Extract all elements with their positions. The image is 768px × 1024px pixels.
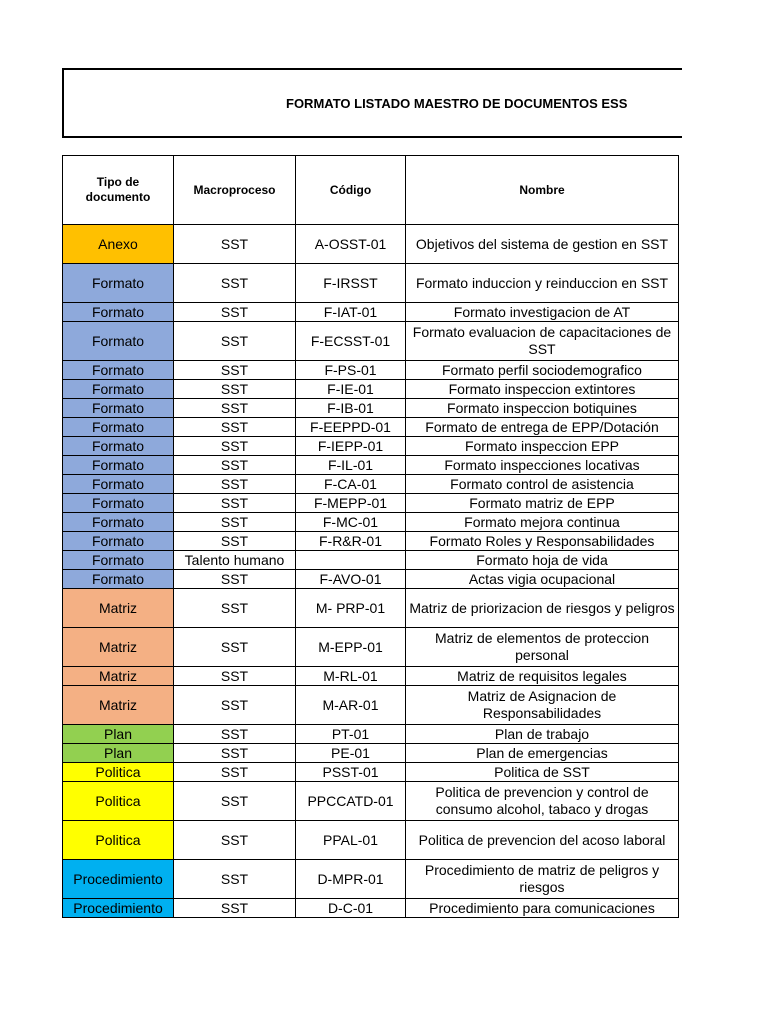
cell-nombre: Matriz de Asignacion de Responsabilidades [406,686,679,725]
cell-nombre: Politica de prevencion y control de consumo alcohol, tabaco y drogas [406,782,679,821]
cell-nombre: Formato hoja de vida [406,551,679,570]
table-row [63,494,679,513]
cell-macroproceso: SST [174,782,296,821]
table-row [63,322,679,361]
table-row [63,899,679,918]
table-header-row [63,156,679,225]
table-row [63,475,679,494]
cell-macroproceso: SST [174,763,296,782]
cell-codigo: M-AR-01 [296,686,406,725]
cell-nombre: Politica de SST [406,763,679,782]
cell-tipo: Anexo [63,225,174,264]
cell-codigo: F-IE-01 [296,380,406,399]
cell-macroproceso: SST [174,725,296,744]
cell-tipo: Formato [63,418,174,437]
cell-codigo: F-IEPP-01 [296,437,406,456]
cell-nombre: Politica de prevencion del acoso laboral [406,821,679,860]
header-codigo: Código [296,156,406,225]
cell-macroproceso: SST [174,437,296,456]
table-row [63,782,679,821]
table-row [63,763,679,782]
cell-codigo: A-OSST-01 [296,225,406,264]
cell-tipo: Formato [63,399,174,418]
cell-tipo: Formato [63,513,174,532]
cell-nombre: Formato inspeccion EPP [406,437,679,456]
cell-tipo: Politica [63,763,174,782]
cell-codigo: F-ECSST-01 [296,322,406,361]
cell-tipo: Procedimiento [63,899,174,918]
cell-nombre: Formato control de asistencia [406,475,679,494]
cell-macroproceso: SST [174,456,296,475]
cell-macroproceso: SST [174,860,296,899]
table-row [63,264,679,303]
cell-nombre: Formato induccion y reinduccion en SST [406,264,679,303]
cell-tipo: Matriz [63,686,174,725]
cell-tipo: Matriz [63,589,174,628]
cell-macroproceso: SST [174,399,296,418]
cell-macroproceso: SST [174,225,296,264]
cell-nombre: Formato Roles y Responsabilidades [406,532,679,551]
cell-macroproceso: SST [174,361,296,380]
cell-tipo: Matriz [63,667,174,686]
cell-codigo: F-MC-01 [296,513,406,532]
cell-macroproceso: SST [174,380,296,399]
table-row [63,628,679,667]
table-row [63,744,679,763]
cell-macroproceso: SST [174,494,296,513]
cell-macroproceso: SST [174,899,296,918]
cell-macroproceso: SST [174,303,296,322]
table-row [63,303,679,322]
cell-macroproceso: SST [174,744,296,763]
table-row [63,437,679,456]
cell-codigo: M-RL-01 [296,667,406,686]
cell-tipo: Formato [63,437,174,456]
cell-codigo: D-MPR-01 [296,860,406,899]
cell-macroproceso: SST [174,628,296,667]
cell-macroproceso: SST [174,475,296,494]
cell-macroproceso: SST [174,589,296,628]
header-macroproceso: Macroproceso [174,156,296,225]
cell-macroproceso: SST [174,686,296,725]
table-row [63,399,679,418]
cell-codigo: F-AVO-01 [296,570,406,589]
cell-tipo: Politica [63,821,174,860]
table-row [63,821,679,860]
cell-tipo: Formato [63,475,174,494]
cell-nombre: Formato perfil sociodemografico [406,361,679,380]
cell-tipo: Formato [63,380,174,399]
cell-nombre: Matriz de requisitos legales [406,667,679,686]
cell-tipo: Formato [63,570,174,589]
table-row [63,225,679,264]
title-box [62,68,682,138]
cell-tipo: Formato [63,264,174,303]
cell-tipo: Plan [63,725,174,744]
cell-nombre: Formato inspeccion botiquines [406,399,679,418]
cell-tipo: Procedimiento [63,860,174,899]
table-row [63,860,679,899]
cell-nombre: Formato evaluacion de capacitaciones de SST [406,322,679,361]
cell-tipo: Formato [63,456,174,475]
cell-codigo: PE-01 [296,744,406,763]
table-row [63,551,679,570]
cell-tipo: Formato [63,494,174,513]
cell-codigo: F-IL-01 [296,456,406,475]
cell-codigo: M-EPP-01 [296,628,406,667]
cell-macroproceso: SST [174,418,296,437]
cell-nombre: Plan de trabajo [406,725,679,744]
cell-tipo: Formato [63,322,174,361]
cell-macroproceso: SST [174,667,296,686]
cell-nombre: Formato inspeccion extintores [406,380,679,399]
cell-tipo: Formato [63,303,174,322]
cell-macroproceso: SST [174,322,296,361]
table-row [63,361,679,380]
cell-nombre: Procedimiento de matriz de peligros y riesgos [406,860,679,899]
cell-nombre: Matriz de priorizacion de riesgos y peligros [406,589,679,628]
cell-nombre: Formato de entrega de EPP/Dotación [406,418,679,437]
cell-nombre: Formato investigacion de AT [406,303,679,322]
table-row [63,667,679,686]
cell-tipo: Politica [63,782,174,821]
cell-codigo: PPAL-01 [296,821,406,860]
cell-macroproceso: SST [174,513,296,532]
table-row [63,418,679,437]
cell-nombre: Procedimiento para comunicaciones [406,899,679,918]
cell-nombre: Formato mejora continua [406,513,679,532]
cell-tipo: Matriz [63,628,174,667]
table-row [63,570,679,589]
cell-macroproceso: Talento humano [174,551,296,570]
cell-tipo: Formato [63,532,174,551]
table-row [63,532,679,551]
table-row [63,589,679,628]
cell-codigo: F-CA-01 [296,475,406,494]
table-row [63,380,679,399]
cell-codigo: D-C-01 [296,899,406,918]
cell-nombre: Matriz de elementos de proteccion personal [406,628,679,667]
cell-nombre: Actas vigia ocupacional [406,570,679,589]
cell-codigo: F-IRSST [296,264,406,303]
cell-macroproceso: SST [174,821,296,860]
cell-codigo: PPCCATD-01 [296,782,406,821]
document-title: FORMATO LISTADO MAESTRO DE DOCUMENTOS ESS [286,96,628,111]
cell-codigo: F-MEPP-01 [296,494,406,513]
cell-nombre: Formato inspecciones locativas [406,456,679,475]
cell-nombre: Formato matriz de EPP [406,494,679,513]
cell-codigo: F-IAT-01 [296,303,406,322]
table-row [63,725,679,744]
cell-tipo: Formato [63,361,174,380]
cell-nombre: Plan de emergencias [406,744,679,763]
cell-macroproceso: SST [174,264,296,303]
cell-tipo: Formato [63,551,174,570]
cell-macroproceso: SST [174,570,296,589]
cell-codigo: F-R&R-01 [296,532,406,551]
header-nombre: Nombre [406,156,679,225]
cell-codigo: F-IB-01 [296,399,406,418]
cell-codigo: F-EEPPD-01 [296,418,406,437]
cell-macroproceso: SST [174,532,296,551]
cell-tipo: Plan [63,744,174,763]
header-tipo: Tipo de documento [63,156,174,225]
cell-codigo: M- PRP-01 [296,589,406,628]
table-row [63,456,679,475]
cell-codigo: F-PS-01 [296,361,406,380]
table-row [63,513,679,532]
cell-codigo: PSST-01 [296,763,406,782]
table-row [63,686,679,725]
cell-nombre: Objetivos del sistema de gestion en SST [406,225,679,264]
cell-codigo [296,551,406,570]
cell-codigo: PT-01 [296,725,406,744]
master-document-table [62,155,679,918]
